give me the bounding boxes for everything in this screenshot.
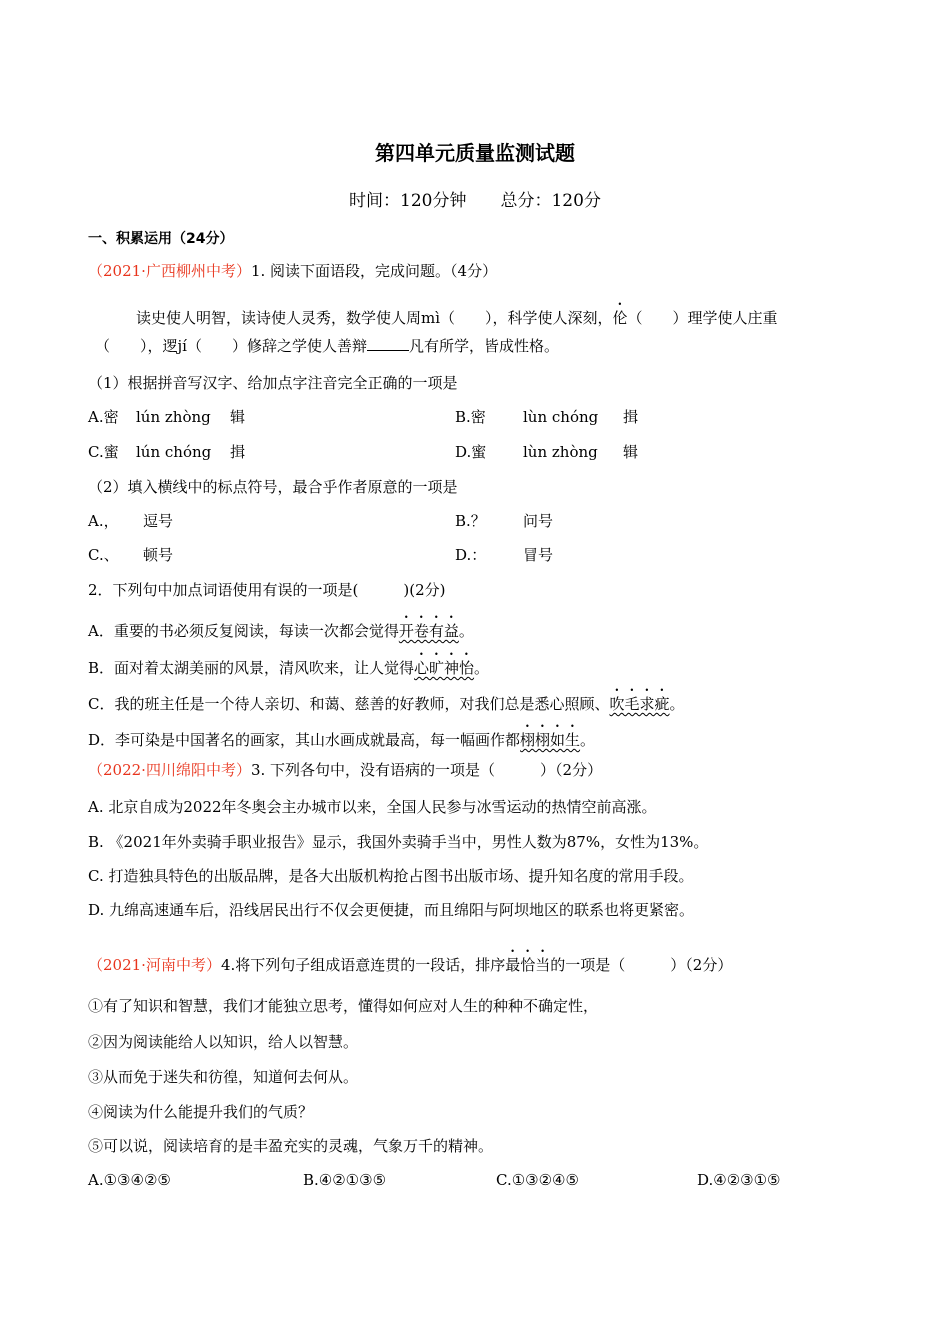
option-c: [88, 686, 685, 714]
option-c: [88, 545, 174, 565]
option-letter: B.？: [455, 512, 486, 530]
option-letter: A.，: [88, 512, 119, 530]
option-a: A.①③④②⑤: [88, 1171, 171, 1189]
option-c: C.①③②④⑤: [496, 1171, 579, 1189]
question-source: （2021·河南中考）: [88, 956, 221, 974]
question-4-header: [88, 947, 732, 975]
sentence-5: ⑤可以说，阅读培育的是丰盈充实的灵魂，气象万千的精神。: [88, 1137, 494, 1155]
option-pinyin: lún zhòng: [136, 408, 211, 426]
passage-text: 凡有所学，皆成性格。: [408, 337, 559, 355]
option-text: A．重要的书必须反复阅读，每读一次都会觉得: [88, 622, 399, 640]
question-source: （2022·四川绵阳中考）: [88, 761, 251, 779]
marked-idiom: 栩栩如生: [520, 731, 581, 749]
option-d: [88, 722, 595, 750]
option-text: C．我的班主任是一个待人亲切、和蔼、慈善的好教师，对我们总是悉心照顾、: [88, 695, 610, 713]
sub-question-1: （1）根据拼音写汉字、给加点字注音完全正确的一项是: [88, 374, 458, 392]
option-letter: D.: [455, 443, 472, 461]
passage-line-2: [95, 336, 559, 356]
passage-text: 读史使人明智，读诗使人灵秀，数学使人周mì（ ），科学使人深刻，: [136, 309, 613, 327]
question-stem: 3. 下列各句中，没有语病的一项是（ ）（2分）: [250, 761, 603, 779]
option-char: 辑: [230, 408, 246, 426]
option-letter: B.: [455, 408, 471, 426]
option-pinyin: lùn zhòng: [523, 443, 598, 461]
option-c: C. 打造独具特色的出版品牌，是各大出版机构抢占图书出版市场、提升知名度的常用手段。: [88, 867, 694, 885]
fill-blank: [367, 336, 409, 351]
dotted-char: 伦: [612, 309, 628, 327]
option-text: 。: [474, 659, 490, 677]
marked-idiom: 心旷神怡: [414, 659, 475, 677]
passage-text: （ ），逻jí（ ）修辞之学使人善辩: [95, 337, 367, 355]
option-text: 逗号: [143, 512, 174, 530]
option-b: B. 《2021年外卖骑手职业报告》显示，我国外卖骑手当中，男性人数为87%，女性为13%。: [88, 833, 709, 851]
option-pinyin: lùn chóng: [523, 408, 599, 426]
option-char: 辑: [623, 443, 639, 461]
option-d: D.④②③①⑤: [697, 1171, 781, 1189]
passage-line-1: [136, 300, 778, 328]
option-a: [88, 511, 174, 531]
sentence-3: ③从而免于迷失和彷徨，知道何去何从。: [88, 1068, 359, 1086]
question-stem: 1. 阅读下面语段，完成问题。（4分）: [250, 262, 498, 280]
option-text: D．李可染是中国著名的画家，其山水画成就最高，每一幅画作都: [88, 731, 521, 749]
option-text: B．面对着太湖美丽的风景，清风吹来，让人觉得: [88, 659, 415, 677]
page-title: 第四单元质量监测试题: [375, 141, 575, 165]
sub-question-2: （2）填入横线中的标点符号，最合乎作者原意的一项是: [88, 478, 458, 496]
question-3-header: [88, 760, 602, 780]
option-text: 冒号: [523, 546, 554, 564]
option-b: B.④②①③⑤: [303, 1171, 387, 1189]
marked-idiom: 吹毛求疵: [609, 695, 670, 713]
option-d: [455, 442, 639, 462]
option-char: 揖: [623, 408, 639, 426]
option-char: 揖: [230, 443, 246, 461]
question-source: （2021·广西柳州中考）: [88, 262, 251, 280]
option-b: [88, 650, 489, 678]
option-text: 问号: [523, 512, 554, 530]
option-pinyin: lún chóng: [136, 443, 212, 461]
sentence-4: ④阅读为什么能提升我们的气质？: [88, 1103, 314, 1121]
exam-time-and-score: 时间：120分钟 总分：120分: [349, 191, 601, 211]
question-2-stem: 2．下列句中加点词语使用有误的一项是( )(2分): [88, 581, 446, 599]
option-d: [455, 545, 554, 565]
sentence-2: ②因为阅读能给人以知识，给人以智慧。: [88, 1033, 359, 1051]
question-stem: 4.将下列句子组成语意连贯的一段话，排序: [220, 956, 506, 974]
option-letter: C.、: [88, 546, 119, 564]
option-a: A. 北京自成为2022年冬奥会主办城市以来，全国人民参与冰雪运动的热情空前高涨。: [88, 798, 657, 816]
option-text: 顿号: [143, 546, 174, 564]
option-d: D. 九绵高速通车后，沿线居民出行不仅会更便捷，而且绵阳与阿坝地区的联系也将更紧密。: [88, 901, 695, 919]
option-b: [455, 511, 554, 531]
marked-idiom: 开卷有益: [398, 622, 459, 640]
option-word: 密: [470, 408, 486, 426]
option-text: 。: [669, 695, 685, 713]
option-c: [88, 442, 246, 462]
option-letter: C.: [88, 443, 104, 461]
option-text: 。: [580, 731, 596, 749]
option-text: 。: [458, 622, 474, 640]
question-1-header: [88, 261, 497, 281]
question-stem: 的一项是（ ）（2分）: [550, 956, 733, 974]
option-word: 密: [103, 408, 119, 426]
option-word: 蜜: [471, 443, 487, 461]
option-b: [455, 407, 639, 427]
dotted-word: 最恰当: [505, 956, 551, 974]
option-letter: D.：: [455, 546, 487, 564]
option-word: 蜜: [103, 443, 119, 461]
option-a: [88, 407, 246, 427]
option-letter: A.: [88, 408, 104, 426]
option-a: [88, 613, 474, 641]
passage-text: （ ）理学使人庄重: [627, 309, 778, 327]
sentence-1: ①有了知识和智慧，我们才能独立思考，懂得如何应对人生的种种不确定性，: [88, 997, 599, 1015]
section-heading: 一、积累运用（24分）: [88, 231, 234, 247]
